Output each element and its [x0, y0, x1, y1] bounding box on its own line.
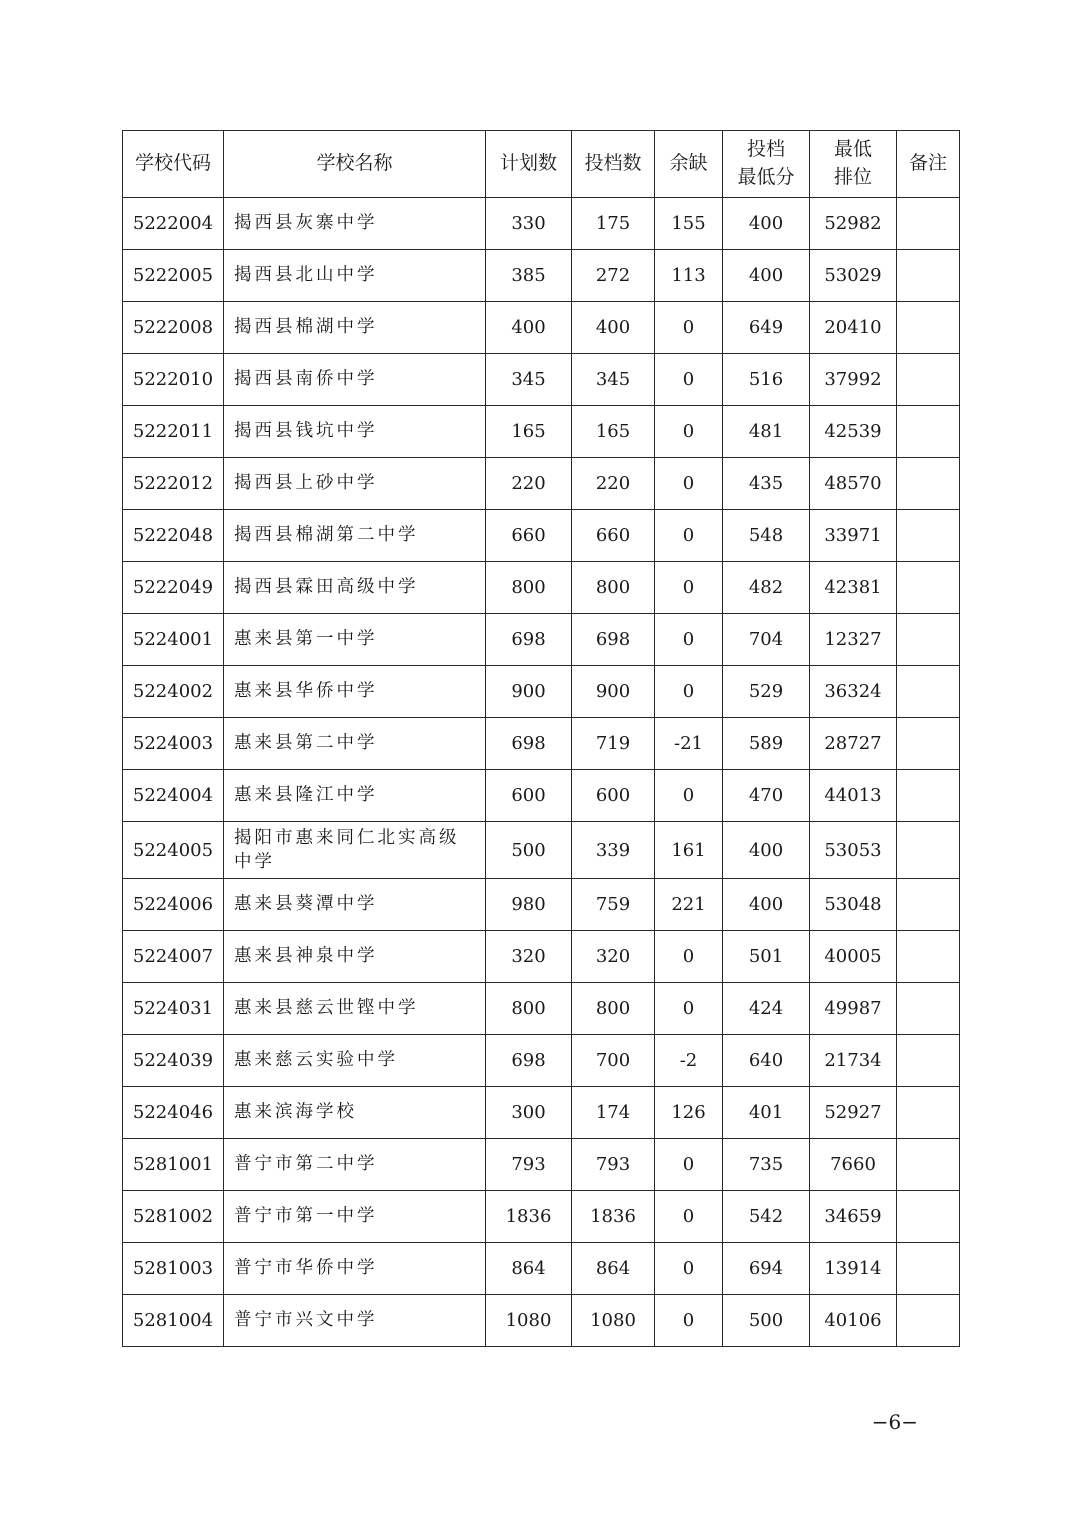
cell-min-rank: 48570 — [810, 458, 897, 510]
cell-filed-count: 345 — [572, 354, 655, 406]
cell-min-rank: 21734 — [810, 1035, 897, 1087]
cell-school-code: 5222004 — [123, 198, 224, 250]
cell-plan-count: 800 — [486, 983, 572, 1035]
cell-remarks — [897, 879, 960, 931]
cell-school-name: 惠来县慈云世铿中学 — [224, 983, 486, 1035]
table-row — [123, 1191, 960, 1243]
cell-filed-count: 339 — [572, 822, 655, 879]
cell-min-rank: 49987 — [810, 983, 897, 1035]
cell-school-code: 5224006 — [123, 879, 224, 931]
cell-min-score: 470 — [723, 770, 810, 822]
table-row — [123, 250, 960, 302]
cell-gap: 221 — [655, 879, 723, 931]
cell-gap: -2 — [655, 1035, 723, 1087]
cell-school-name: 揭西县钱坑中学 — [224, 406, 486, 458]
header-row — [123, 131, 960, 198]
cell-school-code: 5281002 — [123, 1191, 224, 1243]
cell-school-code: 5281001 — [123, 1139, 224, 1191]
cell-school-name: 揭阳市惠来同仁北实高级中学 — [224, 822, 486, 879]
cell-school-name: 惠来县第二中学 — [224, 718, 486, 770]
cell-min-rank: 40005 — [810, 931, 897, 983]
cell-gap: 0 — [655, 1139, 723, 1191]
header-min-rank-line1: 最低 — [833, 138, 872, 161]
cell-min-rank: 44013 — [810, 770, 897, 822]
cell-school-code: 5222010 — [123, 354, 224, 406]
cell-min-rank: 42381 — [810, 562, 897, 614]
cell-min-score: 481 — [723, 406, 810, 458]
table-row — [123, 302, 960, 354]
cell-school-name: 普宁市第一中学 — [224, 1191, 486, 1243]
cell-school-name: 揭西县南侨中学 — [224, 354, 486, 406]
cell-min-score: 500 — [723, 1295, 810, 1347]
table-row — [123, 1087, 960, 1139]
table-row — [123, 614, 960, 666]
table-row — [123, 666, 960, 718]
table-row — [123, 1243, 960, 1295]
cell-school-code: 5222011 — [123, 406, 224, 458]
cell-min-rank: 53053 — [810, 822, 897, 879]
table-row — [123, 458, 960, 510]
header-gap: 余缺 — [655, 131, 723, 198]
cell-plan-count: 793 — [486, 1139, 572, 1191]
table-header — [123, 131, 960, 198]
cell-plan-count: 698 — [486, 718, 572, 770]
cell-school-code: 5281004 — [123, 1295, 224, 1347]
cell-gap: 0 — [655, 1191, 723, 1243]
cell-min-rank: 37992 — [810, 354, 897, 406]
cell-plan-count: 385 — [486, 250, 572, 302]
header-min-score — [723, 131, 810, 198]
table-row — [123, 718, 960, 770]
header-min-score-line1: 投档 — [746, 138, 785, 161]
header-filed-count: 投档数 — [572, 131, 655, 198]
cell-remarks — [897, 1243, 960, 1295]
cell-gap: 113 — [655, 250, 723, 302]
header-school-code: 学校代码 — [123, 131, 224, 198]
cell-filed-count: 719 — [572, 718, 655, 770]
cell-plan-count: 320 — [486, 931, 572, 983]
cell-gap: 0 — [655, 983, 723, 1035]
cell-min-rank: 20410 — [810, 302, 897, 354]
cell-school-code: 5224031 — [123, 983, 224, 1035]
cell-plan-count: 900 — [486, 666, 572, 718]
cell-plan-count: 698 — [486, 614, 572, 666]
cell-remarks — [897, 406, 960, 458]
table-row — [123, 562, 960, 614]
cell-gap: -21 — [655, 718, 723, 770]
cell-filed-count: 700 — [572, 1035, 655, 1087]
cell-school-code: 5222008 — [123, 302, 224, 354]
cell-plan-count: 864 — [486, 1243, 572, 1295]
cell-min-score: 400 — [723, 879, 810, 931]
cell-school-code: 5281003 — [123, 1243, 224, 1295]
cell-school-code: 5222012 — [123, 458, 224, 510]
table-row — [123, 1139, 960, 1191]
cell-plan-count: 800 — [486, 562, 572, 614]
cell-min-score: 482 — [723, 562, 810, 614]
cell-school-name: 揭西县棉湖第二中学 — [224, 510, 486, 562]
cell-filed-count: 864 — [572, 1243, 655, 1295]
cell-min-score: 400 — [723, 822, 810, 879]
cell-plan-count: 345 — [486, 354, 572, 406]
cell-remarks — [897, 1035, 960, 1087]
cell-plan-count: 165 — [486, 406, 572, 458]
cell-school-name: 普宁市兴文中学 — [224, 1295, 486, 1347]
cell-remarks — [897, 562, 960, 614]
cell-remarks — [897, 666, 960, 718]
cell-remarks — [897, 718, 960, 770]
cell-school-name: 揭西县灰寨中学 — [224, 198, 486, 250]
cell-plan-count: 1080 — [486, 1295, 572, 1347]
cell-remarks — [897, 1295, 960, 1347]
cell-school-code: 5224007 — [123, 931, 224, 983]
cell-gap: 0 — [655, 510, 723, 562]
cell-school-code: 5224039 — [123, 1035, 224, 1087]
cell-min-score: 501 — [723, 931, 810, 983]
cell-remarks — [897, 770, 960, 822]
cell-min-score: 649 — [723, 302, 810, 354]
cell-min-score: 589 — [723, 718, 810, 770]
cell-school-code: 5224004 — [123, 770, 224, 822]
cell-filed-count: 175 — [572, 198, 655, 250]
cell-min-score: 694 — [723, 1243, 810, 1295]
cell-school-code: 5224002 — [123, 666, 224, 718]
cell-min-score: 704 — [723, 614, 810, 666]
cell-gap: 0 — [655, 931, 723, 983]
table-row — [123, 354, 960, 406]
cell-gap: 0 — [655, 458, 723, 510]
cell-min-rank: 52927 — [810, 1087, 897, 1139]
cell-remarks — [897, 250, 960, 302]
cell-min-rank: 7660 — [810, 1139, 897, 1191]
cell-school-code: 5222048 — [123, 510, 224, 562]
cell-gap: 0 — [655, 1295, 723, 1347]
cell-filed-count: 800 — [572, 562, 655, 614]
cell-min-rank: 28727 — [810, 718, 897, 770]
table-row — [123, 931, 960, 983]
table-row — [123, 822, 960, 879]
cell-min-rank: 40106 — [810, 1295, 897, 1347]
cell-min-score: 735 — [723, 1139, 810, 1191]
cell-school-code: 5224005 — [123, 822, 224, 879]
cell-filed-count: 400 — [572, 302, 655, 354]
table-row — [123, 770, 960, 822]
cell-min-score: 400 — [723, 250, 810, 302]
cell-min-score: 424 — [723, 983, 810, 1035]
cell-remarks — [897, 302, 960, 354]
cell-min-rank: 34659 — [810, 1191, 897, 1243]
cell-plan-count: 500 — [486, 822, 572, 879]
cell-gap: 0 — [655, 302, 723, 354]
cell-school-name: 惠来县第一中学 — [224, 614, 486, 666]
cell-filed-count: 600 — [572, 770, 655, 822]
cell-school-name: 惠来县华侨中学 — [224, 666, 486, 718]
cell-gap: 0 — [655, 614, 723, 666]
table-body — [123, 198, 960, 1347]
cell-remarks — [897, 983, 960, 1035]
cell-filed-count: 793 — [572, 1139, 655, 1191]
cell-school-name: 惠来慈云实验中学 — [224, 1035, 486, 1087]
page-number: −6− — [871, 1410, 918, 1434]
header-min-rank — [810, 131, 897, 198]
header-school-name: 学校名称 — [224, 131, 486, 198]
table-row — [123, 406, 960, 458]
cell-min-score: 516 — [723, 354, 810, 406]
cell-filed-count: 1080 — [572, 1295, 655, 1347]
cell-school-name: 普宁市第二中学 — [224, 1139, 486, 1191]
cell-remarks — [897, 614, 960, 666]
cell-plan-count: 698 — [486, 1035, 572, 1087]
cell-min-score: 640 — [723, 1035, 810, 1087]
cell-school-code: 5224003 — [123, 718, 224, 770]
cell-min-score: 529 — [723, 666, 810, 718]
cell-school-code: 5222049 — [123, 562, 224, 614]
cell-min-rank: 33971 — [810, 510, 897, 562]
admission-score-table — [122, 130, 960, 1347]
cell-school-code: 5222005 — [123, 250, 224, 302]
cell-filed-count: 174 — [572, 1087, 655, 1139]
header-min-rank-line2: 排位 — [833, 166, 872, 188]
cell-remarks — [897, 1139, 960, 1191]
cell-min-score: 400 — [723, 198, 810, 250]
cell-filed-count: 165 — [572, 406, 655, 458]
table-row — [123, 198, 960, 250]
cell-plan-count: 660 — [486, 510, 572, 562]
table-row — [123, 510, 960, 562]
header-plan-count: 计划数 — [486, 131, 572, 198]
cell-min-rank: 53048 — [810, 879, 897, 931]
cell-plan-count: 980 — [486, 879, 572, 931]
cell-gap: 0 — [655, 770, 723, 822]
cell-gap: 126 — [655, 1087, 723, 1139]
cell-remarks — [897, 354, 960, 406]
cell-school-name: 揭西县霖田高级中学 — [224, 562, 486, 614]
cell-filed-count: 220 — [572, 458, 655, 510]
cell-filed-count: 660 — [572, 510, 655, 562]
cell-school-name: 揭西县棉湖中学 — [224, 302, 486, 354]
cell-school-name: 揭西县上砂中学 — [224, 458, 486, 510]
cell-school-code: 5224001 — [123, 614, 224, 666]
cell-remarks — [897, 822, 960, 879]
cell-min-score: 401 — [723, 1087, 810, 1139]
cell-gap: 0 — [655, 354, 723, 406]
cell-remarks — [897, 1191, 960, 1243]
cell-gap: 0 — [655, 666, 723, 718]
cell-school-name: 揭西县北山中学 — [224, 250, 486, 302]
cell-remarks — [897, 510, 960, 562]
cell-school-name: 惠来县神泉中学 — [224, 931, 486, 983]
cell-filed-count: 759 — [572, 879, 655, 931]
cell-min-score: 548 — [723, 510, 810, 562]
cell-min-rank: 12327 — [810, 614, 897, 666]
cell-gap: 0 — [655, 562, 723, 614]
cell-filed-count: 272 — [572, 250, 655, 302]
cell-plan-count: 600 — [486, 770, 572, 822]
cell-min-rank: 53029 — [810, 250, 897, 302]
cell-remarks — [897, 931, 960, 983]
cell-filed-count: 698 — [572, 614, 655, 666]
cell-filed-count: 900 — [572, 666, 655, 718]
cell-plan-count: 220 — [486, 458, 572, 510]
cell-filed-count: 800 — [572, 983, 655, 1035]
cell-gap: 161 — [655, 822, 723, 879]
table-row — [123, 983, 960, 1035]
header-min-score-line2: 最低分 — [737, 166, 795, 188]
header-remarks: 备注 — [897, 131, 960, 198]
cell-school-name: 惠来县葵潭中学 — [224, 879, 486, 931]
cell-min-score: 542 — [723, 1191, 810, 1243]
cell-remarks — [897, 198, 960, 250]
cell-remarks — [897, 1087, 960, 1139]
cell-gap: 155 — [655, 198, 723, 250]
cell-remarks — [897, 458, 960, 510]
table-row — [123, 1295, 960, 1347]
cell-min-rank: 36324 — [810, 666, 897, 718]
cell-min-rank: 52982 — [810, 198, 897, 250]
cell-filed-count: 320 — [572, 931, 655, 983]
cell-plan-count: 400 — [486, 302, 572, 354]
cell-gap: 0 — [655, 406, 723, 458]
cell-min-rank: 13914 — [810, 1243, 897, 1295]
table-row — [123, 1035, 960, 1087]
cell-gap: 0 — [655, 1243, 723, 1295]
cell-plan-count: 300 — [486, 1087, 572, 1139]
cell-school-code: 5224046 — [123, 1087, 224, 1139]
cell-plan-count: 330 — [486, 198, 572, 250]
cell-school-name: 惠来县隆江中学 — [224, 770, 486, 822]
cell-plan-count: 1836 — [486, 1191, 572, 1243]
cell-min-rank: 42539 — [810, 406, 897, 458]
cell-school-name: 惠来滨海学校 — [224, 1087, 486, 1139]
cell-min-score: 435 — [723, 458, 810, 510]
cell-filed-count: 1836 — [572, 1191, 655, 1243]
cell-school-name: 普宁市华侨中学 — [224, 1243, 486, 1295]
table-row — [123, 879, 960, 931]
